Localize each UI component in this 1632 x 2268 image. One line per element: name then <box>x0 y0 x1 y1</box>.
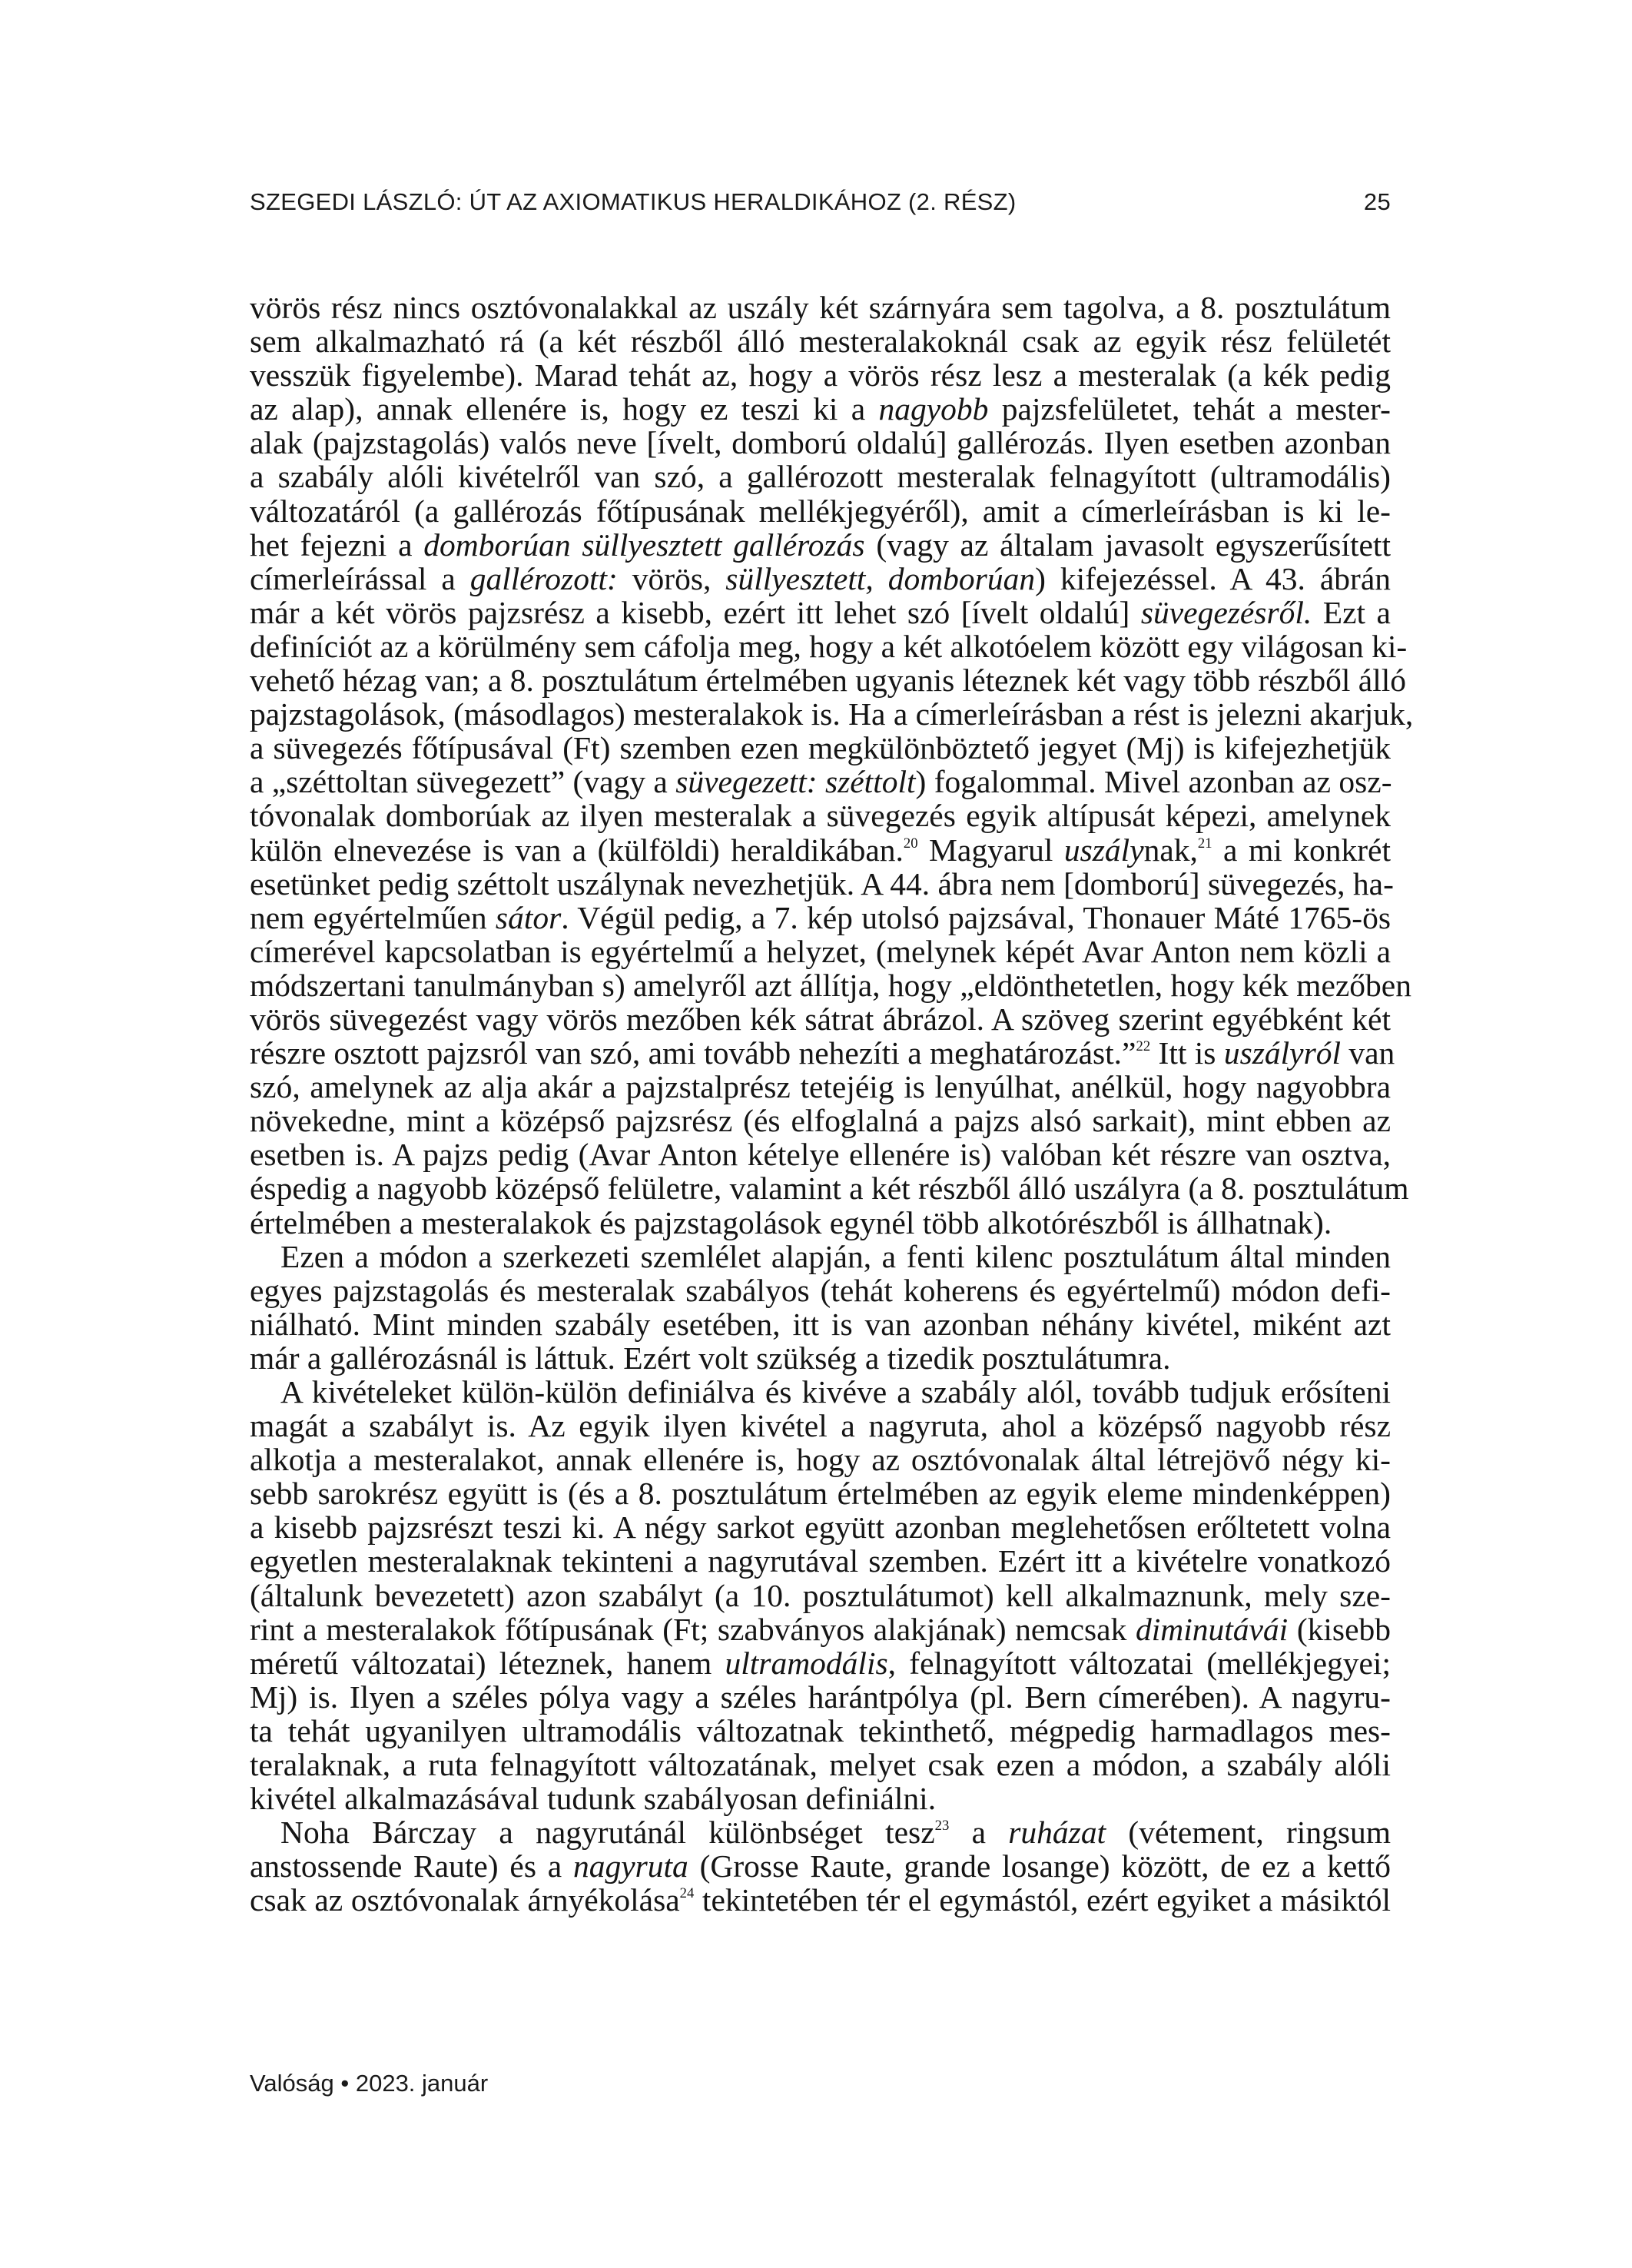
text-run: tekintetében tér el egymástól, ezért egyiket a másiktól <box>694 1882 1391 1918</box>
text-line <box>250 1782 1391 1815</box>
text-run: már a gallérozásnál is láttuk. Ezért volt szükség a tizedik posztulátumra. <box>250 1340 1171 1376</box>
text-line <box>250 596 1391 629</box>
text-line <box>250 1579 1391 1612</box>
text-line <box>250 1171 1409 1207</box>
paragraph <box>250 290 1414 1240</box>
text-run: , felnagyított változatai (mellékjegyei; <box>887 1645 1391 1681</box>
italic-term: gallérozott: <box>469 560 618 596</box>
italic-term: diminutávái <box>1135 1611 1289 1647</box>
text-line <box>250 1510 1391 1544</box>
footnote-ref[interactable]: 23 <box>934 1818 950 1835</box>
footer-issue: 2023. január <box>355 2070 489 2097</box>
text-run: értelmében a mesteralakok és pajzstagolások egynél több alkotórészből is állhatnak). <box>250 1204 1332 1240</box>
text-line <box>250 324 1391 358</box>
text-run: magát a szabályt is. Az egyik ilyen kivétel a nagyruta, ahol a középső nagyobb rész <box>250 1408 1391 1444</box>
text-line <box>250 1035 1395 1071</box>
text-run: pajzstagolások, (másodlagos) mesteralakok is. Ha a címerleírásban a rést is jelezni akarjuk, <box>250 696 1414 732</box>
text-line <box>250 901 1391 935</box>
text-line <box>250 833 1391 867</box>
text-run: (általunk bevezetett) azon szabályt (a 10. posztulátumot) kell alkalmaznunk, mely sze- <box>250 1577 1391 1613</box>
text-line <box>250 1070 1391 1104</box>
text-run: vörös rész nincs osztóvonalakkal az uszály két szárnyára sem tagolva, a 8. posztulátum <box>250 290 1391 325</box>
text-run: Noha Bárczay a nagyrutánál különbséget tesz <box>280 1815 935 1851</box>
text-line <box>250 1443 1391 1476</box>
text-line <box>250 1409 1391 1443</box>
text-line <box>250 1375 1391 1409</box>
text-line <box>250 1104 1391 1137</box>
footer-journal: Valóság <box>250 2070 334 2097</box>
text-run: már a két vörös pajzsrész a kisebb, ezért itt lehet szó [ívelt oldalú] <box>250 594 1141 630</box>
text-run: rint a mesteralakok főtípusának (Ft; szabványos alakjának) nemcsak <box>250 1611 1136 1647</box>
text-run: (vétement, ringsum <box>1106 1815 1392 1851</box>
italic-term: ruházat <box>1008 1815 1106 1851</box>
text-line <box>250 358 1391 392</box>
text-run: módszertani tanulmányban s) amelyről azt állítja, hogy „eldönthetetlen, hogy kék mezőben <box>250 967 1411 1003</box>
text-run: (kisebb <box>1288 1611 1391 1647</box>
text-run: szó, amelynek az alja akár a pajzstalprész tetejéig is lenyúlhat, anélkül, hogy nagyobbra <box>250 1069 1391 1105</box>
text-run: nem egyértelműen <box>250 899 496 935</box>
text-line <box>250 291 1391 324</box>
text-line <box>250 731 1391 765</box>
text-run: (vagy az általam javasolt egyszerűsített <box>864 526 1391 563</box>
text-line <box>250 1307 1391 1341</box>
text-run: teralaknak, a ruta felnagyított változatának, melyet csak ezen a módon, a szabály alóli <box>250 1747 1391 1783</box>
text-run: részre osztott pajzsról van szó, ami tovább nehezíti a meghatározást.” <box>250 1035 1136 1071</box>
footer-separator: • <box>340 2070 350 2097</box>
italic-term: nagyobb <box>878 391 989 427</box>
text-line <box>250 799 1391 832</box>
text-run: Ezen a módon a szerkezeti szemlélet alapján, a fenti kilenc posztulátum által minden <box>280 1238 1391 1274</box>
text-run: A kivételeket külön-külön definiálva és kivéve a szabály alól, tovább tudjuk erősíteni <box>280 1374 1391 1410</box>
text-run: ta tehát ugyanilyen ultramodális változatnak tekinthető, mégpedig harmadlagos mes- <box>250 1712 1391 1748</box>
text-run: (Grosse Raute, grande losange) között, de ez a kettő <box>688 1848 1391 1884</box>
text-run: anstossende Raute) és a <box>250 1848 573 1884</box>
text-line <box>250 628 1408 664</box>
text-line <box>250 1273 1391 1307</box>
text-line <box>250 528 1391 562</box>
text-run: a kisebb pajzsrészt teszi ki. A négy sarkot együtt azonban meglehetősen erőltetett volna <box>250 1509 1391 1546</box>
text-run: éspedig a nagyobb középső felületre, valamint a két részből álló uszályra (a 8. posztulátum <box>250 1171 1409 1207</box>
text-run: csak az osztóvonalak árnyékolása <box>250 1882 680 1918</box>
text-line <box>250 662 1407 699</box>
footnote-ref[interactable]: 21 <box>1197 835 1212 852</box>
text-run: kivétel alkalmazásával tudunk szabályosan definiálni. <box>250 1781 937 1817</box>
text-run: a „széttoltan süvegezett” (vagy a <box>250 764 676 800</box>
italic-term: süllyesztett, domborúan <box>725 560 1036 596</box>
text-run: egyes pajzstagolás és mesteralak szabályos (tehát koherens és egyértelmű) módon defi- <box>250 1272 1391 1308</box>
text-run: esetünket pedig széttolt uszálynak nevezhetjük. A 44. ábra nem [domború] süvegezés, ha- <box>250 865 1394 902</box>
text-run: ) kifejezéssel. A 43. ábrán <box>1035 560 1391 596</box>
text-line <box>250 1680 1391 1714</box>
text-line <box>250 1849 1391 1883</box>
text-run: a süvegezés főtípusával (Ft) szemben ezen megkülönböztető jegyet (Mj) is kifejezhetjük <box>250 730 1391 766</box>
text-run: ) fogalommal. Mivel azonban az osz- <box>915 764 1392 800</box>
text-run: a <box>949 1815 1009 1851</box>
text-run: a szabály alóli kivételről van szó, a gallérozott mesteralak felnagyított (ultramodális) <box>250 459 1391 495</box>
text-line <box>250 1544 1391 1578</box>
footnote-ref[interactable]: 20 <box>903 835 918 852</box>
footnote-ref[interactable]: 22 <box>1136 1038 1151 1055</box>
paragraph <box>250 1240 1391 1375</box>
text-run: vörös süvegezést vagy vörös mezőben kék sátrat ábrázol. A szöveg szerint egyébként két <box>250 1001 1391 1037</box>
text-run: sebb sarokrész együtt is (és a 8. posztulátum értelmében az egyik eleme mindenképpen) <box>250 1476 1391 1512</box>
text-run: Itt is <box>1150 1035 1224 1071</box>
text-run: alkotja a mesteralakot, annak ellenére is, hogy az osztóvonalak által létrejövő négy ki- <box>250 1442 1391 1478</box>
text-run: sem alkalmazható rá (a két részből álló mesteralakoknál csak az egyik rész felületét <box>250 324 1391 360</box>
text-run: méretű változatai) léteznek, hanem <box>250 1645 725 1681</box>
italic-term: uszályról <box>1223 1035 1342 1071</box>
text-run: tóvonalak domborúak az ilyen mesteralak a süvegezés egyik altípusát képezi, amelynek <box>250 798 1391 834</box>
italic-term: nagyruta <box>572 1848 688 1884</box>
text-line <box>250 765 1391 799</box>
text-line <box>250 1646 1391 1680</box>
text-line <box>250 967 1411 1003</box>
text-run: Ezt a <box>1312 594 1391 630</box>
article-body <box>250 290 1414 1918</box>
text-line <box>250 1476 1391 1510</box>
text-line <box>250 494 1391 528</box>
text-run: vehető hézag van; a 8. posztulátum értelmében ugyanis léteznek két vagy több részből álló <box>250 662 1407 699</box>
italic-term: süvegezett: széttolt <box>675 764 916 800</box>
text-run: nak, <box>1143 832 1198 868</box>
running-head-title: SZEGEDI LÁSZLÓ: ÚT AZ AXIOMATIKUS HERALDIKÁHOZ (2. RÉSZ) <box>250 188 1017 215</box>
text-run: vörös, <box>617 560 726 596</box>
paragraph <box>250 1815 1391 1917</box>
text-line <box>250 1612 1391 1646</box>
footnote-ref[interactable]: 24 <box>679 1885 695 1902</box>
italic-term: süvegezésről. <box>1140 594 1312 630</box>
page-footer <box>250 2070 488 2097</box>
text-run: a mi konkrét <box>1212 832 1392 868</box>
text-line <box>250 1002 1391 1036</box>
italic-term: domborúan süllyesztett gallérozás <box>423 526 865 563</box>
italic-term: ultramodális <box>725 1645 888 1681</box>
text-line <box>250 1341 1391 1375</box>
page-number: 25 <box>1363 188 1391 215</box>
text-line <box>250 1206 1391 1240</box>
paragraph <box>250 1375 1391 1815</box>
text-line <box>250 1748 1391 1782</box>
text-run: van <box>1341 1035 1395 1071</box>
text-run: egyetlen mesteralaknak tekinteni a nagyrutával szemben. Ezért itt a kivételre vonatkozó <box>250 1543 1391 1579</box>
text-run: definíciót az a körülmény sem cáfolja meg, hogy a két alkotóelem között egy világosan ki- <box>250 628 1408 664</box>
text-run: Mj) is. Ilyen a széles pólya vagy a széles harántpólya (pl. Bern címerében). A nagyru- <box>250 1679 1391 1715</box>
text-line <box>250 1240 1391 1273</box>
text-run: az alap), annak ellenére is, hogy ez teszi ki a <box>250 391 879 427</box>
italic-term: sátor <box>495 899 562 935</box>
text-line <box>250 696 1414 732</box>
text-run: alak (pajzstagolás) valós neve [ívelt, domború oldalú] gallérozás. Ilyen esetben azonban <box>250 425 1391 461</box>
text-run: külön elnevezése is van a (külföldi) heraldikában. <box>250 832 904 868</box>
text-run: het fejezni a <box>250 526 424 563</box>
text-line <box>250 562 1391 596</box>
text-run: . Végül pedig, a 7. kép utolsó pajzsával, Thonauer Máté 1765-ös <box>561 899 1391 935</box>
text-line <box>250 392 1391 426</box>
text-line <box>250 1137 1391 1171</box>
text-run: pajzsfelületet, tehát a mester- <box>988 391 1391 427</box>
text-line <box>250 1714 1391 1748</box>
text-run: vesszük figyelembe). Marad tehát az, hogy a vörös rész lesz a mesteralak (a kék pedig <box>250 357 1391 393</box>
text-run: Magyarul <box>917 832 1064 868</box>
text-run: esetben is. A pajzs pedig (Avar Anton kételye ellenére is) valóban két részre van osztva, <box>250 1137 1391 1173</box>
italic-term: uszály <box>1063 832 1144 868</box>
text-run: címerével kapcsolatban is egyértelmű a helyzet, (melynek képét Avar Anton nem közli a <box>250 933 1391 969</box>
text-run: niálható. Mint minden szabály esetében, itt is van azonban néhány kivétel, miként azt <box>250 1306 1391 1342</box>
text-line <box>250 1815 1391 1849</box>
text-line <box>250 935 1391 968</box>
text-line <box>250 865 1394 902</box>
text-run: változatáról (a gallérozás főtípusának mellékjegyéről), amit a címerleírásban is ki le- <box>250 493 1391 529</box>
text-line <box>250 1883 1391 1917</box>
text-line <box>250 426 1391 460</box>
text-run: címerleírással a <box>250 560 470 596</box>
text-run: növekedne, mint a középső pajzsrész (és elfoglalná a pajzs alsó sarkait), mint ebben az <box>250 1103 1391 1139</box>
text-line <box>250 460 1391 493</box>
